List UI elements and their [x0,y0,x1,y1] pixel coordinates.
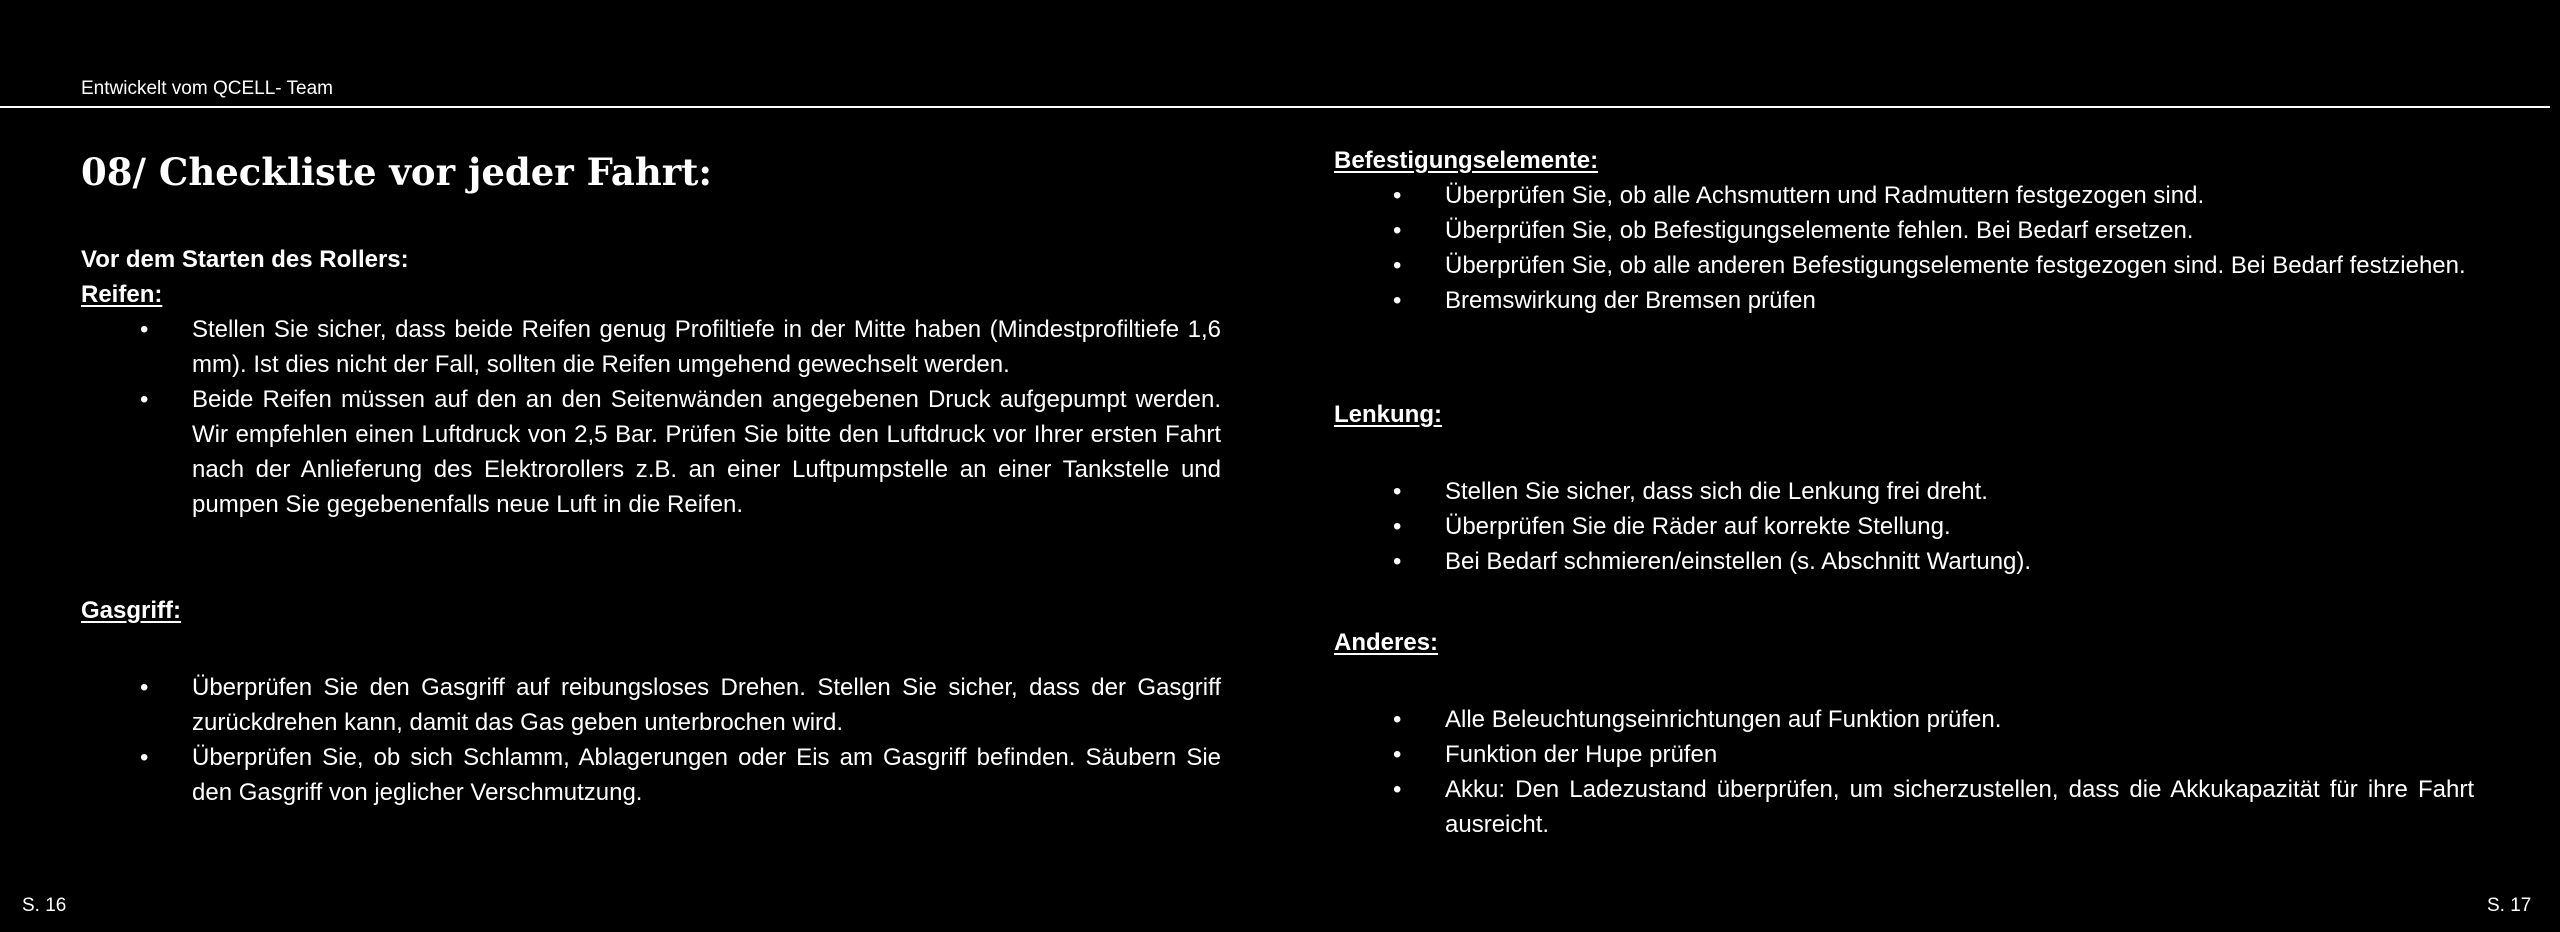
bullet-icon: • [1393,548,1402,575]
list-item [1393,737,2474,772]
list-item-text: Bremswirkung der Bremsen prüfen [1445,287,1816,314]
bullet-icon: • [1393,217,1402,244]
other-list [1334,702,2474,842]
header-divider [0,106,2550,108]
intro-subheading: Vor dem Starten des Rollers: [81,246,409,273]
steering-block [1334,397,2474,579]
bullet-icon: • [1393,513,1402,540]
fasteners-block [1334,143,2474,318]
list-item-text: Akku: Den Ladezustand überprüfen, um sicherzustellen, dass die Akkukapazität für ihre Fahrt ausreicht. [1445,776,2474,838]
section-heading-tires: Reifen: [81,281,163,308]
list-item-text: Beide Reifen müssen auf den an den Seitenwänden angegebenen Druck aufgepumpt werden. Wir empfehlen einen Luftdruck von 2,5 Bar. Prüfen Sie bitte den Luftdruck vor Ihrer ersten Fahrt nach der Anlieferung des Elektrorollers z.B. an einer Luftpumpstelle an einer Tankstelle und pumpen Sie gegebenenfalls neue Luft in die Reifen. [192,386,1221,518]
list-item [140,740,1221,810]
fasteners-list [1334,178,2474,318]
other-block [1334,625,2474,842]
list-item [1393,283,2474,318]
header-text: Entwickelt vom QCELL- Team [81,78,334,99]
bullet-icon: • [140,316,149,343]
tires-list [81,312,1221,522]
section-heading-fasteners: Befestigungselemente: [1334,147,1599,174]
bullet-icon: • [1393,182,1402,209]
bullet-icon: • [1393,252,1402,279]
list-item-text: Stellen Sie sicher, dass sich die Lenkung frei dreht. [1445,478,1988,505]
list-item-text: Überprüfen Sie, ob alle Achsmuttern und Radmuttern festgezogen sind. [1445,182,2205,209]
bullet-icon: • [1393,287,1402,314]
list-item-text: Überprüfen Sie den Gasgriff auf reibungsloses Drehen. Stellen Sie sicher, dass der Gasgriff zurückdrehen kann, damit das Gas geben unterbrochen wird. [192,674,1221,736]
steering-list [1334,474,2474,579]
list-item-text: Überprüfen Sie, ob alle anderen Befestigungselemente festgezogen sind. Bei Bedarf festziehen. [1445,252,2466,279]
bullet-icon: • [140,386,149,413]
list-item [140,382,1221,522]
list-item-text: Funktion der Hupe prüfen [1445,741,1718,768]
list-item-text: Stellen Sie sicher, dass beide Reifen genug Profiltiefe in der Mitte haben (Mindestprofiltiefe 1,6 mm). Ist dies nicht der Fall, sollten die Reifen umgehend gewechselt werden. [192,316,1221,378]
tires-block [81,242,1221,522]
throttle-block [81,593,1221,810]
bullet-icon: • [1393,478,1402,505]
list-item [1393,772,2474,842]
bullet-icon: • [1393,776,1402,803]
list-item [1393,248,2474,283]
list-item [1393,213,2474,248]
list-item [1393,544,2474,579]
bullet-icon: • [140,744,149,771]
list-item-text: Alle Beleuchtungseinrichtungen auf Funktion prüfen. [1445,706,2002,733]
bullet-icon: • [1393,741,1402,768]
section-heading-other: Anderes: [1334,629,1439,656]
list-item [1393,474,2474,509]
section-heading-throttle: Gasgriff: [81,597,182,624]
section-heading-steering: Lenkung: [1334,401,1442,428]
list-item [140,670,1221,740]
list-item [140,312,1221,382]
list-item-text: Überprüfen Sie die Räder auf korrekte Stellung. [1445,513,1951,540]
list-item [1393,509,2474,544]
bullet-icon: • [140,674,149,701]
page-number-left: S. 16 [22,895,67,916]
list-item-text: Bei Bedarf schmieren/einstellen (s. Abschnitt Wartung). [1445,548,2032,575]
list-item [1393,702,2474,737]
list-item-text: Überprüfen Sie, ob sich Schlamm, Ablagerungen oder Eis am Gasgriff befinden. Säubern Sie den Gasgriff von jeglicher Verschmutzung. [192,744,1221,806]
page-number-right: S. 17 [2487,895,2532,916]
list-item-text: Überprüfen Sie, ob Befestigungselemente fehlen. Bei Bedarf ersetzen. [1445,217,2194,244]
bullet-icon: • [1393,706,1402,733]
throttle-list [81,670,1221,810]
list-item [1393,178,2474,213]
page-title: 08/ Checkliste vor jeder Fahrt: [81,150,713,194]
